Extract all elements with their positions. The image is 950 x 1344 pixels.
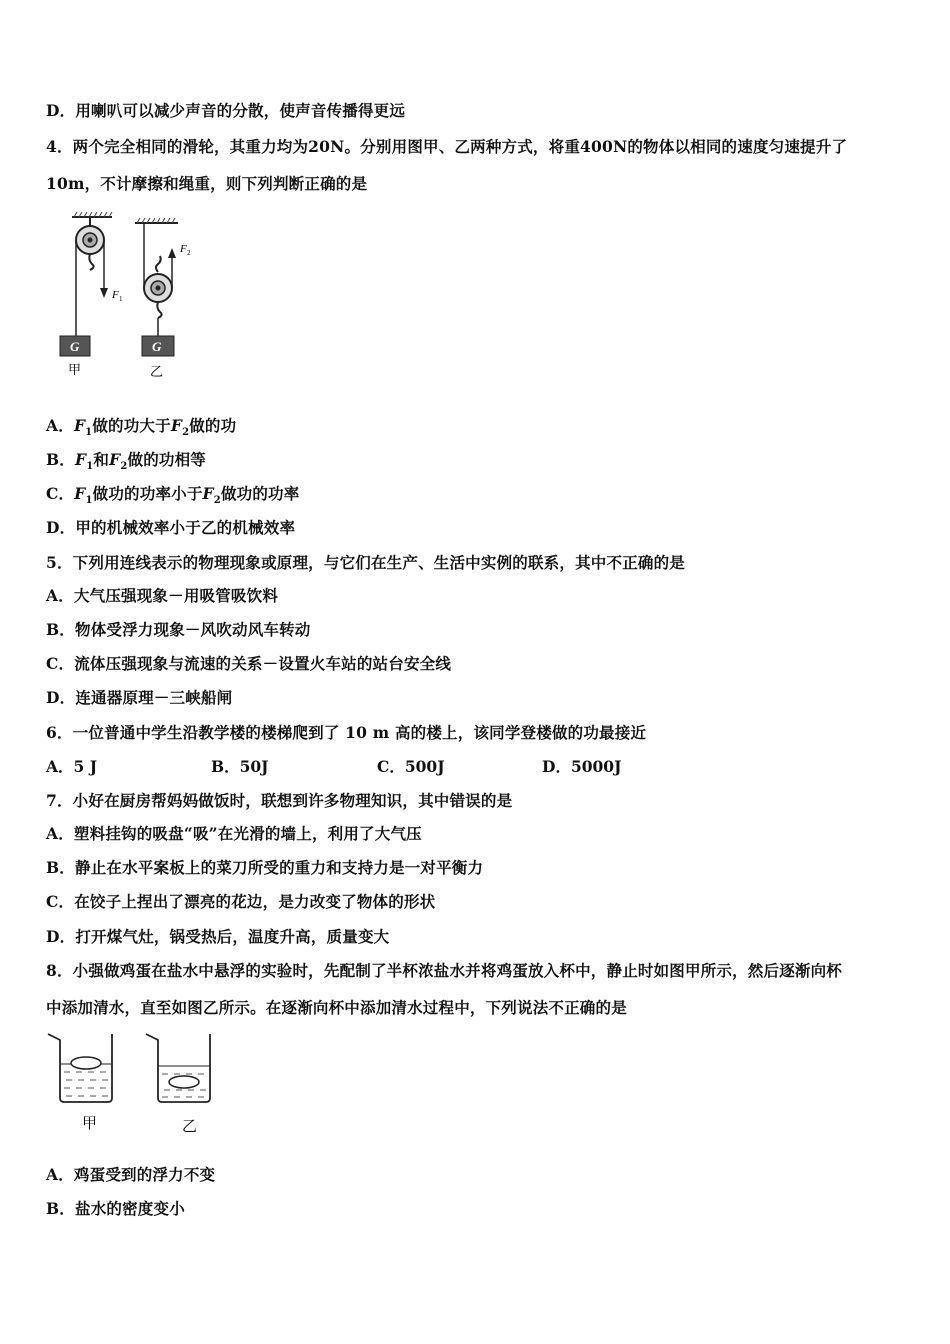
- q5-option-a: A．大气压强现象－用吸管吸饮料: [46, 586, 279, 605]
- beaker-label-yi: 乙: [182, 1117, 198, 1135]
- q5-option-c: C．流体压强现象与流速的关系－设置火车站的站台安全线: [46, 654, 452, 673]
- q4-stem-line1: 4．两个完全相同的滑轮，其重力均为20N。分别用图甲、乙两种方式，将重400N的物体以相同的速度匀速提升了: [46, 137, 848, 156]
- q7-option-a: A．塑料挂钩的吸盘“吸”在光滑的墙上，利用了大气压: [46, 824, 422, 843]
- q6-option-c: C．500J: [377, 757, 445, 776]
- q4-stem-line2: 10m，不计摩擦和绳重，则下列判断正确的是: [46, 174, 368, 193]
- f2-label-sub: 2: [187, 249, 191, 257]
- q4-option-c: C．$F_1$做功的功率小于$F_2$做功的功率: [46, 484, 300, 507]
- f2-label: F: [180, 243, 187, 255]
- q4-option-d: D．甲的机械效率小于乙的机械效率: [46, 518, 296, 537]
- q5-stem: 5．下列用连线表示的物理现象或原理，与它们在生产、生活中实例的联系，其中不正确的是: [46, 553, 685, 572]
- pulley-figure: [50, 208, 210, 383]
- f1-label-sub: 1: [119, 295, 123, 303]
- q7-option-d: D．打开煤气灶，锅受热后，温度升高，质量变大: [46, 927, 390, 946]
- q8-option-b: B．盐水的密度变小: [46, 1199, 185, 1218]
- f1-label: F: [112, 289, 119, 301]
- beaker-yi: [146, 1034, 210, 1102]
- q7-option-b: B．静止在水平案板上的菜刀所受的重力和支持力是一对平衡力: [46, 858, 484, 877]
- q3-option-d: D．用喇叭可以减少声音的分散，使声音传播得更远: [46, 101, 406, 120]
- beaker-label-jia: 甲: [82, 1114, 98, 1132]
- q6-option-d: D．5000J: [542, 757, 622, 776]
- q6-option-b: B．50J: [211, 757, 269, 776]
- q5-option-d: D．连通器原理－三峡船闸: [46, 688, 233, 707]
- beaker-figure: [44, 1030, 224, 1140]
- weight-g-jia: G: [70, 339, 80, 354]
- q4-option-a: A．$F_1$做的功大于$F_2$做的功: [46, 416, 237, 439]
- q7-option-c: C．在饺子上捏出了漂亮的花边，是力改变了物体的形状: [46, 892, 436, 911]
- q4-option-b: B．$F_1$和$F_2$做的功相等: [46, 450, 207, 473]
- q8-option-a: A．鸡蛋受到的浮力不变: [46, 1165, 216, 1184]
- q8-stem-line1: 8．小强做鸡蛋在盐水中悬浮的实验时，先配制了半杯浓盐水并将鸡蛋放入杯中，静止时如图甲所示，然后逐渐向杯: [46, 961, 842, 980]
- beaker-jia: [48, 1034, 112, 1102]
- q6-option-a: A．5 J: [46, 757, 98, 776]
- q8-stem-line2: 中添加清水，直至如图乙所示。在逐渐向杯中添加清水过程中，下列说法不正确的是: [46, 998, 627, 1017]
- q6-stem: 6．一位普通中学生沿教学楼的楼梯爬到了 10 m 高的楼上，该同学登楼做的功最接近: [46, 723, 647, 742]
- weight-g-yi: G: [152, 339, 162, 354]
- q7-stem: 7．小好在厨房帮妈妈做饭时，联想到许多物理知识，其中错误的是: [46, 791, 513, 810]
- label-jia: 甲: [68, 363, 82, 378]
- q5-option-b: B．物体受浮力现象－风吹动风车转动: [46, 620, 311, 639]
- label-yi: 乙: [150, 365, 164, 380]
